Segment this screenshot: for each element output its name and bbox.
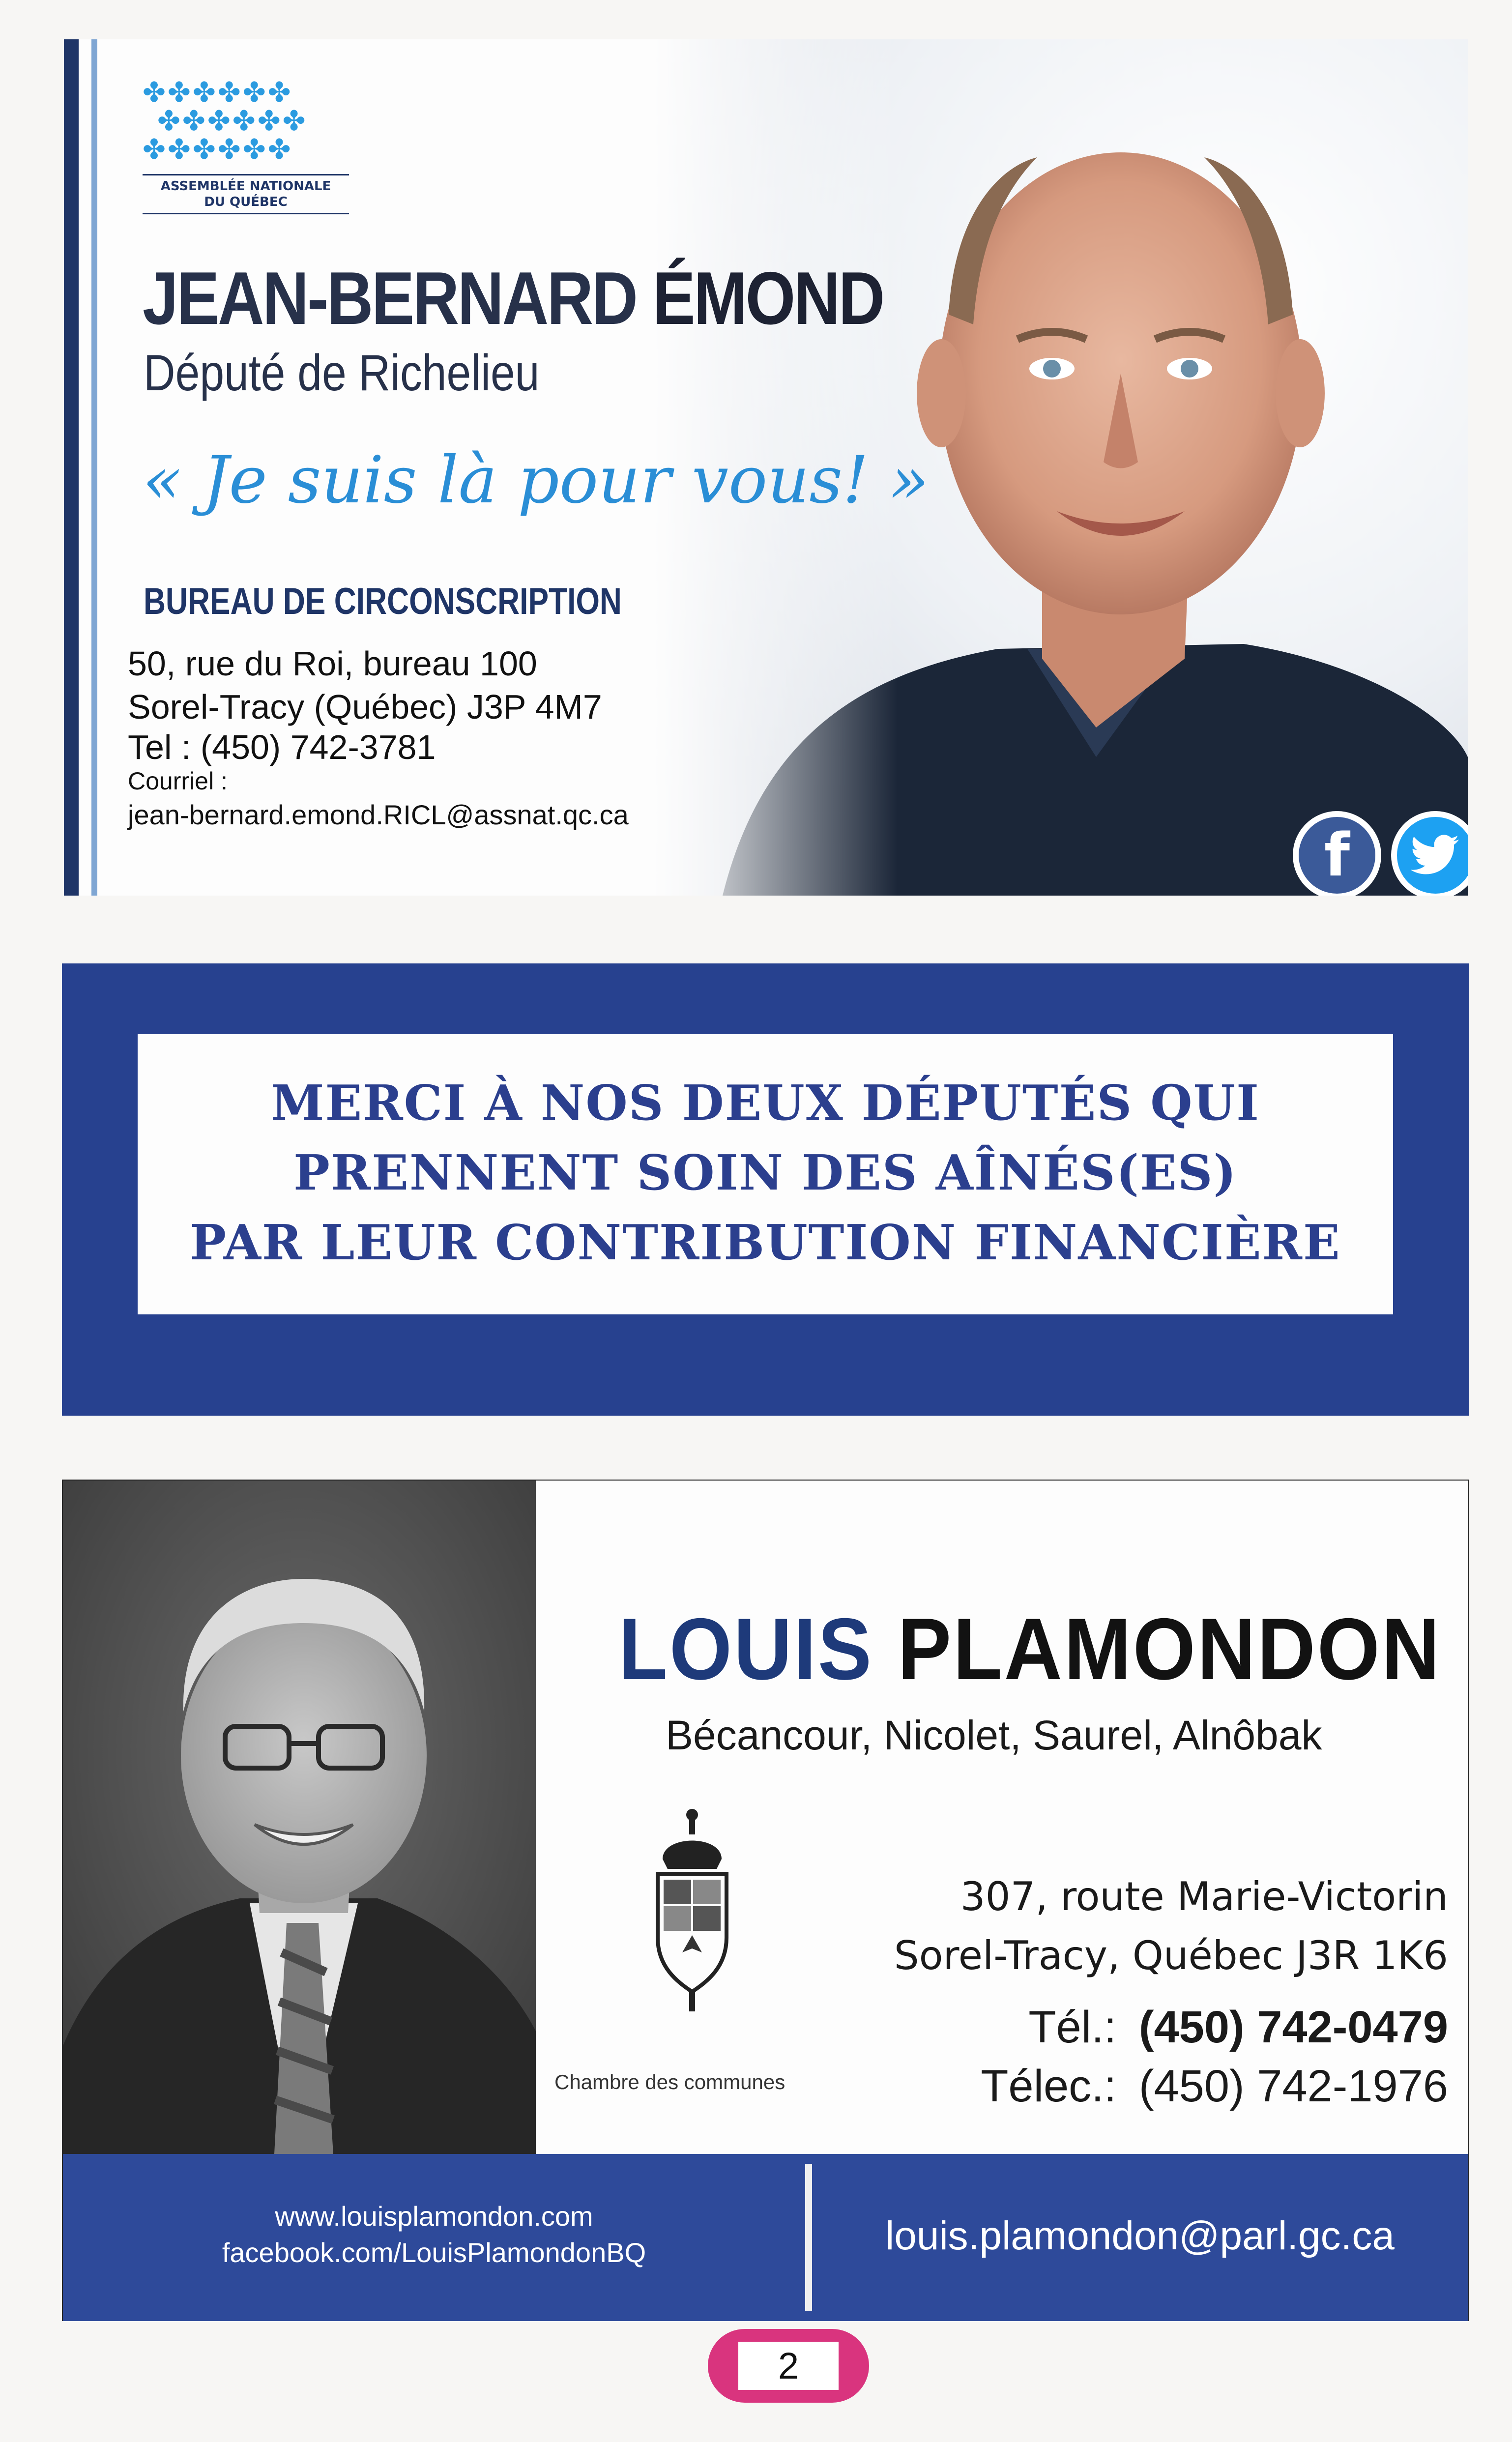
- house-of-commons-crest-icon: [643, 1805, 741, 2011]
- logo-line-1: ASSEMBLÉE NATIONALE: [160, 179, 331, 194]
- phone-number: (450) 742-0479: [1138, 2002, 1448, 2052]
- first-name: LOUIS: [618, 1600, 873, 1698]
- office-heading: BUREAU DE CIRCONSCRIPTION: [144, 581, 622, 622]
- fleur-de-lis-row: ✤✤✤✤✤✤: [157, 105, 308, 137]
- deputy-role: Député de Richelieu: [144, 345, 540, 402]
- crest-caption: Chambre des communes: [554, 2070, 785, 2093]
- twitter-bird-icon: [1397, 817, 1468, 894]
- email-address[interactable]: jean-bernard.emond.RICL@assnat.qc.ca: [128, 799, 629, 830]
- fleur-de-lis-row: ✤✤✤✤✤✤: [143, 77, 293, 109]
- facebook-icon[interactable]: [1293, 811, 1381, 896]
- address-line-1: 307, route Marie-Victorin: [960, 1874, 1448, 1919]
- footer-divider: [805, 2164, 812, 2311]
- fax-row: [981, 2061, 1448, 2112]
- website-link[interactable]: www.louisplamondon.com: [275, 2201, 593, 2232]
- thank-you-banner: [62, 963, 1469, 1416]
- assemblee-nationale-logo: [143, 79, 349, 214]
- card-footer: [63, 2154, 1468, 2321]
- page-number-badge: [708, 2329, 869, 2403]
- banner-text-box: [138, 1034, 1393, 1314]
- last-name: ÉMOND: [652, 257, 883, 340]
- facebook-glyph: f: [1299, 817, 1375, 894]
- phone-row: [1028, 2002, 1448, 2053]
- business-card-plamondon: [62, 1480, 1469, 2321]
- phone-label: Tél.:: [1028, 2002, 1117, 2052]
- deputy-name: [143, 256, 883, 342]
- page-number: 2: [738, 2342, 839, 2390]
- banner-line-3: PAR LEUR CONTRIBUTION FINANCIÈRE: [190, 1215, 1341, 1271]
- address-line-2: Sorel-Tracy, Québec J3R 1K6: [894, 1933, 1448, 1978]
- business-card-emond: [64, 39, 1468, 896]
- plamondon-portrait: [63, 1481, 536, 2154]
- banner-message: [138, 1069, 1393, 1278]
- fax-number: (450) 742-1976: [1138, 2061, 1448, 2111]
- logo-line-2: DU QUÉBEC: [204, 195, 288, 209]
- web-links: [63, 2198, 805, 2271]
- left-accent-stripe: [91, 39, 97, 896]
- mp-name: [618, 1599, 1442, 1699]
- phone-number: Tel : (450) 742-3781: [128, 728, 436, 766]
- address-line-1: 50, rue du Roi, bureau 100: [128, 644, 537, 683]
- email-label: Courriel :: [128, 767, 228, 795]
- address-line-2: Sorel-Tracy (Québec) J3P 4M7: [128, 688, 602, 726]
- banner-line-2: PRENNENT SOIN DES AÎNÉS(ES): [293, 1145, 1237, 1201]
- fleur-de-lis-row: ✤✤✤✤✤✤: [143, 134, 293, 166]
- banner-line-1: MERCI À NOS DEUX DÉPUTÉS QUI: [271, 1075, 1260, 1132]
- facebook-link[interactable]: facebook.com/LouisPlamondonBQ: [222, 2237, 646, 2268]
- left-accent-bar: [64, 39, 79, 896]
- first-name: JEAN-BERNARD: [143, 257, 637, 340]
- slogan: « Je suis là pour vous! »: [143, 442, 929, 518]
- fax-label: Télec.:: [981, 2061, 1117, 2111]
- email-address[interactable]: louis.plamondon@parl.gc.ca: [885, 2213, 1395, 2258]
- logo-wordmark: [143, 174, 349, 214]
- last-name: PLAMONDON: [897, 1600, 1442, 1698]
- ridings: Bécancour, Nicolet, Saurel, Alnôbak: [666, 1712, 1322, 1758]
